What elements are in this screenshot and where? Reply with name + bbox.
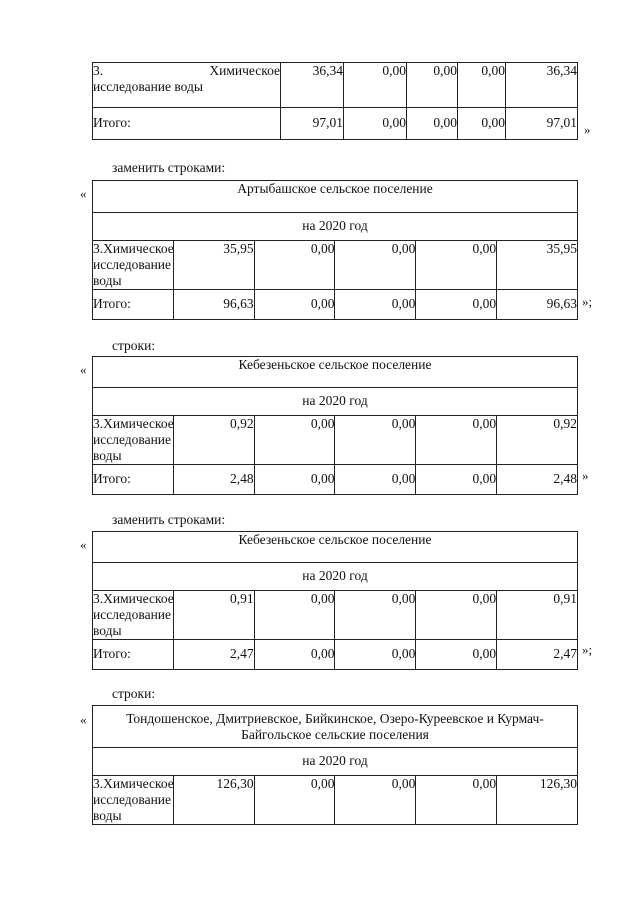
total-cell: 96,63 (173, 290, 254, 320)
value-cell: 0,92 (173, 416, 254, 465)
value-cell: 0,91 (173, 591, 254, 640)
year-row (93, 213, 578, 241)
close-quote: »; (582, 294, 593, 309)
item-number: 3. (93, 591, 104, 606)
settlement-row (93, 357, 578, 388)
value-cell: 0,00 (416, 241, 497, 290)
item-rest: исследование воды (93, 792, 172, 823)
settlement-name: Кебезеньское сельское поселение (93, 357, 578, 388)
value-cell: 0,00 (344, 63, 407, 108)
year-label: на 2020 год (93, 213, 578, 241)
item-rest: исследование воды (93, 79, 203, 94)
item-name-cell (93, 63, 281, 108)
total-cell: 0,00 (416, 465, 497, 495)
total-cell: 2,48 (173, 465, 254, 495)
table-kebezen-old (92, 356, 578, 495)
item-number: 3. (93, 776, 104, 791)
instruction-replace: заменить строками: (112, 512, 226, 527)
total-cell: 2,47 (497, 640, 578, 670)
close-quote: » (582, 468, 589, 483)
settlement-name-line2: Байгольское сельские поселения (241, 727, 429, 742)
total-cell: 2,48 (497, 465, 578, 495)
year-label: на 2020 год (93, 388, 578, 416)
settlement-row (93, 706, 578, 748)
table-row (93, 591, 578, 640)
instruction-rows: строки: (112, 338, 156, 353)
item-name-cell (93, 416, 174, 465)
table-row-total (93, 640, 578, 670)
year-label: на 2020 год (93, 748, 578, 776)
item-word: Химическое (103, 241, 174, 256)
item-name-cell (93, 241, 174, 290)
value-cell: 0,00 (416, 591, 497, 640)
open-quote: « (80, 537, 87, 552)
total-cell: 0,00 (335, 640, 416, 670)
value-cell: 0,00 (335, 416, 416, 465)
value-cell: 0,00 (254, 416, 335, 465)
value-cell: 0,00 (254, 591, 335, 640)
table-artybash-old (92, 62, 578, 140)
value-cell: 36,34 (506, 63, 578, 108)
item-number: 3. (93, 63, 104, 78)
table-row (93, 241, 578, 290)
settlement-row (93, 181, 578, 213)
table-row (93, 63, 578, 108)
item-rest: исследование воды (93, 257, 172, 288)
item-number: 3. (93, 241, 104, 256)
item-word: Химическое (103, 591, 174, 606)
table-row (93, 416, 578, 465)
table-artybash-new (92, 180, 578, 320)
year-row (93, 388, 578, 416)
value-cell: 35,95 (173, 241, 254, 290)
open-quote: « (80, 712, 87, 727)
total-cell: 0,00 (416, 640, 497, 670)
value-cell: 0,91 (497, 591, 578, 640)
total-cell: 0,00 (335, 465, 416, 495)
value-cell: 0,92 (497, 416, 578, 465)
close-quote: »; (582, 642, 593, 657)
total-cell: 0,00 (335, 290, 416, 320)
total-cell: 0,00 (254, 290, 335, 320)
total-cell: 97,01 (281, 108, 344, 140)
total-label: Итого: (93, 465, 174, 495)
value-cell: 0,00 (335, 241, 416, 290)
close-quote: » (584, 122, 591, 137)
settlement-name (93, 706, 578, 748)
value-cell: 0,00 (254, 776, 335, 825)
item-name-cell (93, 591, 174, 640)
total-cell: 97,01 (506, 108, 578, 140)
item-word: Химическое (103, 776, 174, 791)
value-cell: 0,00 (416, 776, 497, 825)
value-cell: 0,00 (416, 416, 497, 465)
instruction-replace: заменить строками: (112, 160, 226, 175)
item-rest: исследование воды (93, 607, 172, 638)
settlement-name: Кебезеньское сельское поселение (93, 532, 578, 563)
open-quote: « (80, 362, 87, 377)
total-cell: 0,00 (458, 108, 506, 140)
total-label: Итого: (93, 290, 174, 320)
table-kebezen-new (92, 531, 578, 670)
year-row (93, 563, 578, 591)
item-number: 3. (93, 416, 104, 431)
total-cell: 0,00 (254, 465, 335, 495)
total-cell: 0,00 (344, 108, 407, 140)
value-cell: 0,00 (254, 241, 335, 290)
item-name-cell (93, 776, 174, 825)
instruction-rows: строки: (112, 686, 156, 701)
total-cell: 0,00 (416, 290, 497, 320)
year-row (93, 748, 578, 776)
total-cell: 2,47 (173, 640, 254, 670)
item-word: Химическое (103, 416, 174, 431)
table-row-total (93, 108, 578, 140)
total-cell: 0,00 (254, 640, 335, 670)
value-cell: 0,00 (458, 63, 506, 108)
value-cell: 0,00 (407, 63, 458, 108)
item-rest: исследование воды (93, 432, 172, 463)
total-cell: 0,00 (407, 108, 458, 140)
value-cell: 126,30 (173, 776, 254, 825)
total-label: Итого: (93, 640, 174, 670)
value-cell: 0,00 (335, 591, 416, 640)
item-word: Химическое (209, 63, 280, 78)
value-cell: 35,95 (497, 241, 578, 290)
settlement-name: Артыбашское сельское поселение (93, 181, 578, 213)
settlement-name-line1: Тондошенское, Дмитриевское, Бийкинское, Озеро-Куреевское и Курмач- (126, 711, 544, 726)
total-cell: 96,63 (497, 290, 578, 320)
settlement-row (93, 532, 578, 563)
year-label: на 2020 год (93, 563, 578, 591)
table-row-total (93, 290, 578, 320)
value-cell: 36,34 (281, 63, 344, 108)
value-cell: 126,30 (497, 776, 578, 825)
table-row (93, 776, 578, 825)
total-label: Итого: (93, 108, 281, 140)
value-cell: 0,00 (335, 776, 416, 825)
open-quote: « (80, 186, 87, 201)
table-row-total (93, 465, 578, 495)
table-group-settlements (92, 705, 578, 825)
